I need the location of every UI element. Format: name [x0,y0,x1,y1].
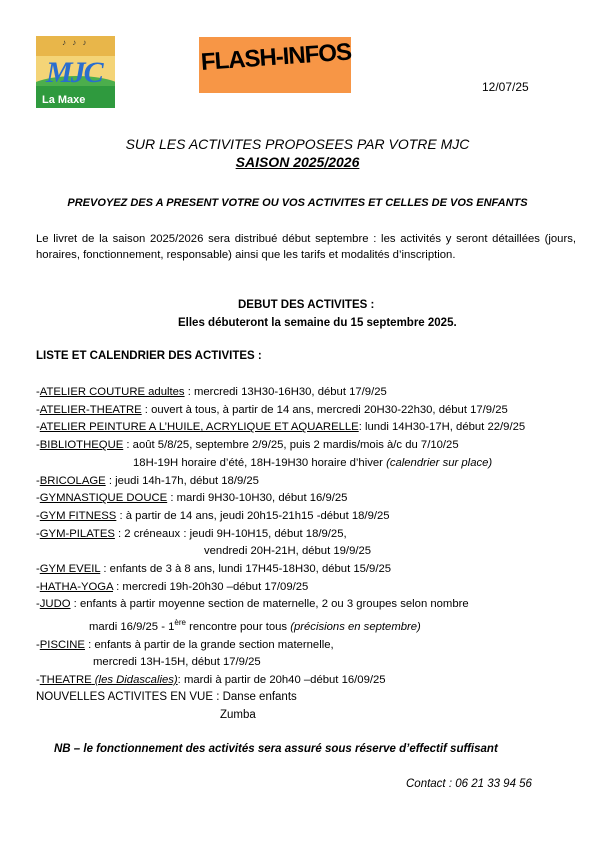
music-notes-icon: ♪ ♪ ♪ [62,38,89,47]
list-item-continuation: mardi 16/9/25 - 1ère rencontre pour tous (précisions en septembre) [89,618,421,633]
intro-paragraph: Le livret de la saison 2025/2026 sera distribué début septembre : les activités y seront détaillées (jours, horaires, fonctionnement, responsable) ainsi que les tarifs et modalités d’inscription. [36,233,576,261]
list-item: -PISCINE : enfants à partir de la grande section maternelle, [36,638,334,651]
new-activities: NOUVELLES ACTIVITES EN VUE : Danse enfants [36,691,297,703]
list-item: -JUDO : enfants à partir moyenne section de maternelle, 2 ou 3 groupes selon nombre [36,598,469,611]
list-item: -GYMNASTIQUE DOUCE : mardi 9H30-10H30, début 16/9/25 [36,492,348,505]
banner-text: FLASH-INFOS [200,38,352,76]
new-activities-line2: Zumba [220,709,256,721]
logo-letters: MJC [46,56,102,89]
list-item: -GYM FITNESS : à partir de 14 ans, jeudi 20h15-21h15 -début 18/9/25 [36,509,390,522]
list-item: -ATELIER PEINTURE A L’HUILE, ACRYLIQUE ET AQUARELLE: lundi 14H30-17H, début 22/9/25 [36,421,526,434]
mjc-logo [36,36,115,108]
prevoyez-heading: PREVOYEZ DES A PRESENT VOTRE OU VOS ACTIVITES ET CELLES DE VOS ENFANTS [67,197,528,209]
activities-list [36,384,586,690]
list-item: -ATELIER-THEATRE : ouvert à tous, à partir de 14 ans, mercredi 20H30-22h30, début 17/9/25 [36,403,508,416]
list-item: -GYM-PILATES : 2 créneaux : jeudi 9H-10H15, début 18/9/25, [36,527,347,540]
list-item: -ATELIER COUTURE adultes : mercredi 13H30-16H30, début 17/9/25 [36,386,387,398]
list-item: -BRICOLAGE : jeudi 14h-17h, début 18/9/25 [36,474,259,487]
contact-phone: Contact : 06 21 33 94 56 [406,778,532,790]
list-item-continuation: 18H-19H horaire d’été, 18H-19H30 horaire d’hiver (calendrier sur place) [133,456,493,469]
liste-heading: LISTE ET CALENDRIER DES ACTIVITES : [36,350,262,362]
list-item: -BIBLIOTHEQUE : août 5/8/25, septembre 2/9/25, puis 2 mardis/mois à/c du 7/10/25 [36,439,459,452]
list-item: -HATHA-YOGA : mercredi 19h-20h30 –début 17/09/25 [36,580,309,593]
list-item-continuation: mercredi 13H-15H, début 17/9/25 [93,656,261,669]
season-title: SAISON 2025/2026 [235,154,360,170]
flash-infos-banner [199,37,351,93]
list-item: -THEATRE (les Didascalies): mardi à partir de 20h40 –début 16/09/25 [36,674,386,687]
list-item-continuation: vendredi 20H-21H, début 19/9/25 [204,545,372,558]
nb-note: NB – le fonctionnement des activités sera assuré sous réserve d’effectif suffisant [54,743,498,755]
debut-text: Elles débuteront la semaine du 15 septembre 2025. [178,317,457,329]
list-item: -GYM EVEIL : enfants de 3 à 8 ans, lundi 17H45-18H30, début 15/9/25 [36,563,392,576]
logo-name: La Maxe [42,94,86,106]
document-date: 12/07/25 [482,80,529,94]
debut-heading: DEBUT DES ACTIVITES : [238,299,375,311]
page-title: SUR LES ACTIVITES PROPOSEES PAR VOTRE MJC [125,136,470,152]
